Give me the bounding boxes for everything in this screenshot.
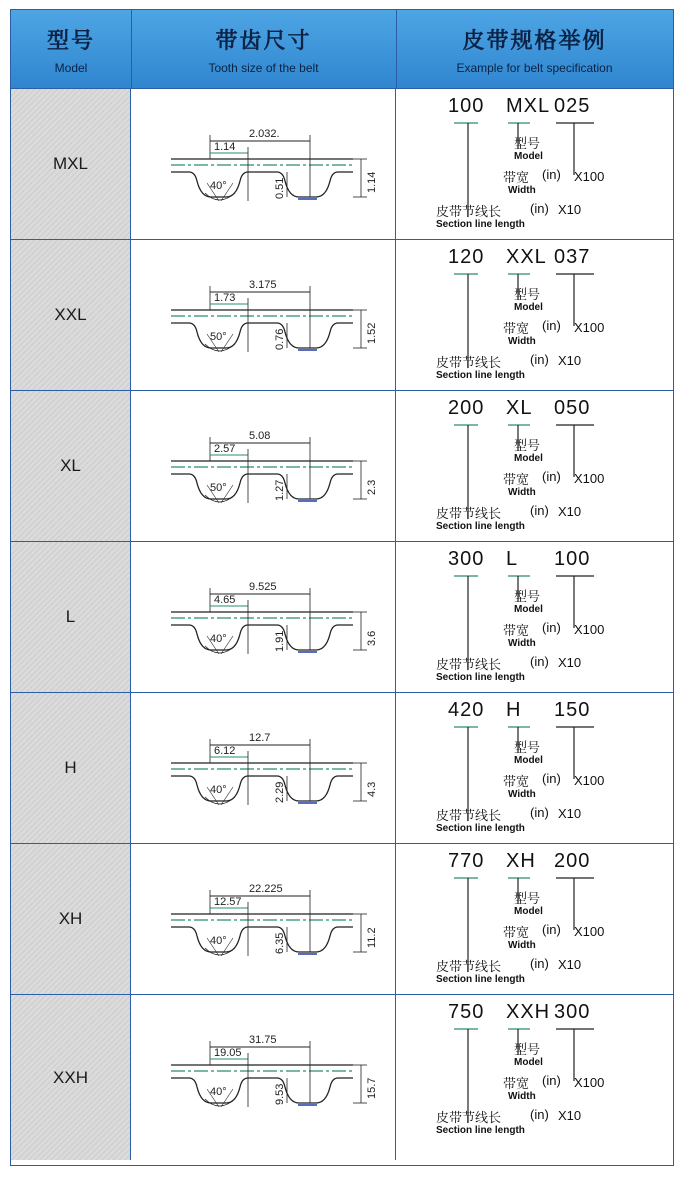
tooth-diagram-cell (131, 391, 396, 541)
tooth-diagram-cell (131, 542, 396, 692)
width-multiplier-label: X100 (574, 622, 605, 637)
tooth-profile-diagram (131, 844, 396, 994)
length-multiplier-label: X10 (558, 202, 582, 217)
tooth-diagram-cell (131, 995, 396, 1160)
belt-height-label: 1.14 (366, 171, 378, 193)
model-cell: L (11, 542, 131, 692)
tooth-depth-label: 2.29 (274, 781, 286, 803)
length-code: 120 (448, 246, 485, 268)
tooth-diagram-cell (131, 844, 396, 994)
tooth-angle-label: 40° (210, 1086, 227, 1098)
model-cell: XXL (11, 240, 131, 390)
tooth-diagram-cell (131, 240, 396, 390)
belt-spec-table (10, 9, 674, 1166)
width-code: 200 (554, 850, 591, 872)
model-label-zh: 型号 (514, 590, 541, 605)
pitch-dimension-label: 2.032. (249, 128, 280, 140)
length-label-zh: 皮带节线长 (436, 507, 502, 522)
length-label-en: Section line length (436, 521, 525, 532)
length-multiplier-label: X10 (558, 504, 582, 519)
pitch-dimension-label: 5.08 (249, 430, 271, 442)
tooth-profile-outline (171, 776, 353, 801)
header-spec-example (396, 10, 673, 88)
length-code: 420 (448, 699, 485, 721)
table-row (11, 89, 673, 240)
width-multiplier-label: X100 (574, 169, 605, 184)
length-multiplier-label: X10 (558, 806, 582, 821)
tooth-angle-label: 40° (210, 180, 227, 192)
model-label-en: Model (514, 604, 543, 615)
tooth-profile-diagram (131, 542, 396, 692)
model-label-zh: 型号 (514, 892, 541, 907)
width-unit-label: (in) (542, 469, 561, 484)
length-label-zh: 皮带节线长 (436, 205, 502, 220)
width-label-en: Width (508, 487, 536, 498)
length-code: 200 (448, 397, 485, 419)
length-unit-label: (in) (530, 503, 549, 518)
model-code: H (506, 699, 522, 721)
tooth-profile-diagram (131, 240, 396, 390)
spec-example-cell (396, 391, 673, 541)
model-code: XXH (506, 1001, 551, 1023)
model-code: XXL (506, 246, 547, 268)
model-cell: H (11, 693, 131, 843)
model-cell: XXH (11, 995, 131, 1160)
table-row (11, 995, 673, 1160)
width-code: 037 (554, 246, 591, 268)
model-label-en: Model (514, 453, 543, 464)
model-label-zh: 型号 (514, 741, 541, 756)
tooth-depth-label: 6.35 (274, 932, 286, 954)
tooth-profile-outline (171, 172, 353, 197)
pitch-dimension-label: 31.75 (249, 1034, 277, 1046)
width-label-en: Width (508, 185, 536, 196)
length-label-en: Section line length (436, 219, 525, 230)
tooth-profile-outline (171, 625, 353, 650)
width-multiplier-label: X100 (574, 1075, 605, 1090)
table-row (11, 693, 673, 844)
header-tooth-size (131, 10, 397, 88)
belt-height-label: 1.52 (366, 322, 378, 344)
length-unit-label: (in) (530, 1107, 549, 1122)
length-label-zh: 皮带节线长 (436, 960, 502, 975)
header-model-en: Model (54, 61, 88, 75)
width-unit-label: (in) (542, 620, 561, 635)
tooth-profile-outline (171, 927, 353, 952)
header-model-zh: 型号 (46, 29, 95, 54)
width-label-en: Width (508, 1091, 536, 1102)
length-unit-label: (in) (530, 352, 549, 367)
pitch-dimension-label: 3.175 (249, 279, 277, 291)
length-label-en: Section line length (436, 1125, 525, 1136)
tooth-diagram-cell (131, 693, 396, 843)
tooth-angle-label: 50° (210, 331, 227, 343)
belt-height-label: 3.6 (366, 630, 378, 646)
model-code: XH (506, 850, 536, 872)
width-label-en: Width (508, 789, 536, 800)
half-pitch-dimension-label: 2.57 (214, 443, 236, 455)
belt-height-label: 4.3 (366, 781, 378, 797)
width-label-zh: 带宽 (503, 775, 530, 790)
model-code: XL (506, 397, 533, 419)
tooth-depth-label: 0.51 (274, 177, 286, 199)
model-label-zh: 型号 (514, 288, 541, 303)
header-spec-en: Example for belt specification (456, 61, 613, 75)
width-unit-label: (in) (542, 922, 561, 937)
length-unit-label: (in) (530, 201, 549, 216)
tooth-angle-label: 40° (210, 633, 227, 645)
tooth-depth-label: 1.27 (274, 479, 286, 501)
length-unit-label: (in) (530, 654, 549, 669)
length-multiplier-label: X10 (558, 655, 582, 670)
spec-example-cell (396, 89, 673, 239)
width-label-zh: 带宽 (503, 926, 530, 941)
tooth-depth-label: 0.76 (274, 328, 286, 350)
spec-example-cell (396, 844, 673, 994)
header-spec-zh: 皮带规格举例 (462, 29, 607, 54)
length-code: 750 (448, 1001, 485, 1023)
model-code: MXL (506, 95, 551, 117)
width-label-en: Width (508, 638, 536, 649)
spec-example-cell (396, 240, 673, 390)
length-label-en: Section line length (436, 823, 525, 834)
model-label-en: Model (514, 151, 543, 162)
tooth-profile-diagram (131, 995, 396, 1145)
model-label-zh: 型号 (514, 1043, 541, 1058)
length-code: 770 (448, 850, 485, 872)
model-label-en: Model (514, 906, 543, 917)
length-unit-label: (in) (530, 805, 549, 820)
half-pitch-dimension-label: 6.12 (214, 745, 236, 757)
model-cell: XH (11, 844, 131, 994)
half-pitch-dimension-label: 4.65 (214, 594, 236, 606)
spec-example-cell (396, 693, 673, 843)
model-label-en: Model (514, 1057, 543, 1068)
width-code: 300 (554, 1001, 591, 1023)
spec-example-cell (396, 542, 673, 692)
model-code: L (506, 548, 519, 570)
length-multiplier-label: X10 (558, 1108, 582, 1123)
tooth-angle-label: 50° (210, 482, 227, 494)
table-row (11, 844, 673, 995)
tooth-profile-outline (171, 1078, 353, 1103)
model-label-zh: 型号 (514, 137, 541, 152)
width-label-zh: 带宽 (503, 624, 530, 639)
tooth-profile-diagram (131, 89, 396, 239)
table-body (11, 89, 673, 1160)
length-label-zh: 皮带节线长 (436, 1111, 502, 1126)
belt-height-label: 11.2 (366, 927, 378, 948)
pitch-dimension-label: 12.7 (249, 732, 271, 744)
pitch-dimension-label: 9.525 (249, 581, 277, 593)
length-label-zh: 皮带节线长 (436, 809, 502, 824)
width-unit-label: (in) (542, 1073, 561, 1088)
half-pitch-dimension-label: 12.57 (214, 896, 242, 908)
half-pitch-dimension-label: 1.14 (214, 141, 236, 153)
width-unit-label: (in) (542, 318, 561, 333)
tooth-diagram-cell (131, 89, 396, 239)
half-pitch-dimension-label: 1.73 (214, 292, 236, 304)
table-header (11, 10, 673, 89)
spec-example-cell (396, 995, 673, 1160)
tooth-angle-label: 40° (210, 935, 227, 947)
tooth-profile-outline (171, 323, 353, 348)
width-unit-label: (in) (542, 167, 561, 182)
width-label-zh: 带宽 (503, 473, 530, 488)
length-label-en: Section line length (436, 370, 525, 381)
width-multiplier-label: X100 (574, 471, 605, 486)
table-row (11, 240, 673, 391)
tooth-depth-label: 1.91 (274, 630, 286, 652)
tooth-depth-label: 9.53 (274, 1083, 286, 1105)
width-unit-label: (in) (542, 771, 561, 786)
tooth-angle-label: 40° (210, 784, 227, 796)
width-multiplier-label: X100 (574, 773, 605, 788)
model-label-zh: 型号 (514, 439, 541, 454)
length-code: 300 (448, 548, 485, 570)
half-pitch-dimension-label: 19.05 (214, 1047, 242, 1059)
length-multiplier-label: X10 (558, 957, 582, 972)
width-code: 025 (554, 95, 591, 117)
width-label-zh: 带宽 (503, 1077, 530, 1092)
width-multiplier-label: X100 (574, 320, 605, 335)
width-code: 050 (554, 397, 591, 419)
header-tooth-en: Tooth size of the belt (208, 61, 319, 75)
header-model (11, 10, 132, 88)
length-label-en: Section line length (436, 672, 525, 683)
model-cell: XL (11, 391, 131, 541)
belt-height-label: 2.3 (366, 479, 378, 495)
width-label-zh: 带宽 (503, 322, 530, 337)
width-multiplier-label: X100 (574, 924, 605, 939)
tooth-profile-diagram (131, 693, 396, 843)
pitch-dimension-label: 22.225 (249, 883, 283, 895)
length-unit-label: (in) (530, 956, 549, 971)
table-row (11, 542, 673, 693)
length-label-zh: 皮带节线长 (436, 356, 502, 371)
width-label-zh: 带宽 (503, 171, 530, 186)
tooth-profile-outline (171, 474, 353, 499)
length-label-en: Section line length (436, 974, 525, 985)
tooth-profile-diagram (131, 391, 396, 541)
length-code: 100 (448, 95, 485, 117)
model-label-en: Model (514, 302, 543, 313)
width-code: 150 (554, 699, 591, 721)
table-row (11, 391, 673, 542)
length-label-zh: 皮带节线长 (436, 658, 502, 673)
width-code: 100 (554, 548, 591, 570)
length-multiplier-label: X10 (558, 353, 582, 368)
model-cell: MXL (11, 89, 131, 239)
width-label-en: Width (508, 940, 536, 951)
belt-height-label: 15.7 (366, 1077, 378, 1099)
model-label-en: Model (514, 755, 543, 766)
width-label-en: Width (508, 336, 536, 347)
header-tooth-zh: 带齿尺寸 (215, 29, 312, 54)
